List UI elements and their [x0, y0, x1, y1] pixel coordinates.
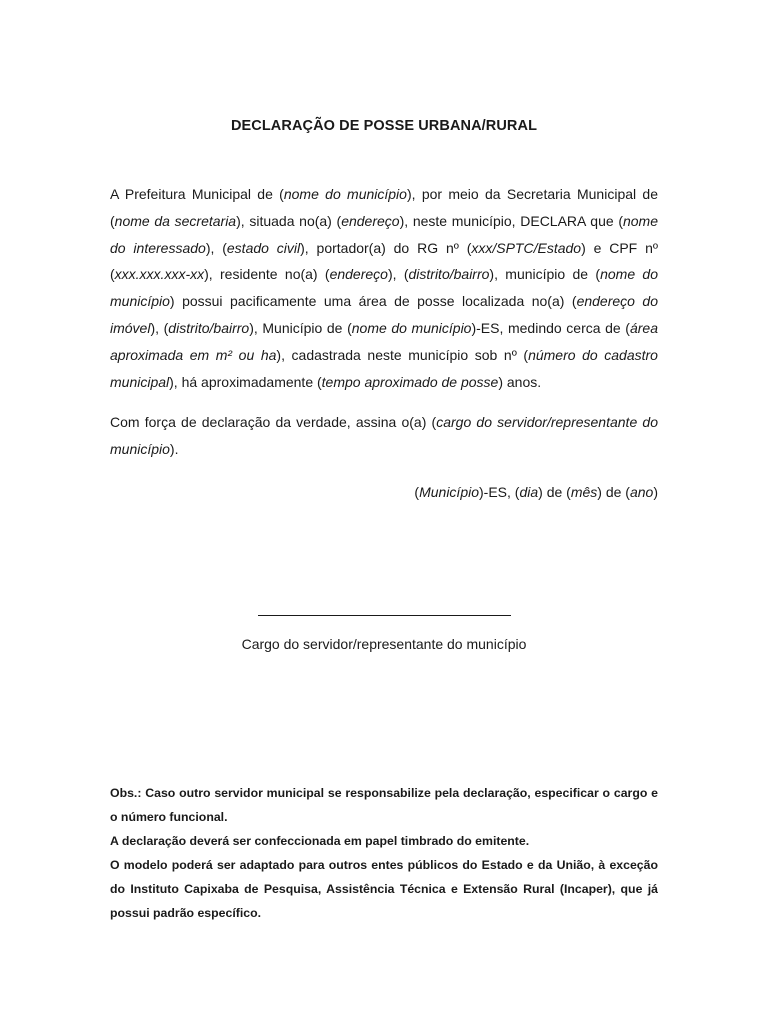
- placeholder-field: dia: [519, 484, 539, 500]
- placeholder-field: Município: [419, 484, 479, 500]
- placeholder-field: ano: [629, 484, 654, 500]
- placeholder-field: endereço: [329, 266, 388, 283]
- placeholder-field: nome do interessado: [110, 212, 659, 256]
- placeholder-field: endereço: [341, 212, 400, 229]
- placeholder-field: nome do município: [351, 319, 472, 336]
- declaration-paragraph: A Prefeitura Municipal de (nome do município), por meio da Secretaria Municipal de (nome da secretaria), situada no(a) (endereço), neste município, DECLARA que (nome do interessado), (estado civil), portador(a) do RG nº (xxx/SPTC/Estado) e CPF nº (xxx.xxx.xxx-xx), residente no(a) (endereço), (distrito/bairro), município de (nome do município) possui pacificamente uma área de posse localizada no(a) (endereço do imóvel), (distrito/bairro), Município de (nome do município)-ES, medindo cerca de (área aproximada em m² ou ha), cadastrada neste município sob nº (número do cadastro municipal), há aproximadamente (tempo aproximado de posse) anos.: [110, 186, 659, 390]
- placeholder-field: xxx.xxx.xxx-xx: [114, 266, 205, 283]
- placeholder-field: distrito/bairro: [408, 266, 490, 283]
- placeholder-field: cargo do servidor/representante do município: [110, 414, 658, 457]
- observations-block: [110, 781, 658, 925]
- placeholder-field: endereço do imóvel: [110, 293, 658, 336]
- signature-line: [258, 615, 511, 616]
- observation-note: Obs.: Caso outro servidor municipal se responsabilize pela declaração, especificar o cargo e o número funcional.: [110, 786, 658, 824]
- signature-statement-paragraph: Com força de declaração da verdade, assina o(a) (cargo do servidor/representante do município).: [110, 414, 658, 457]
- placeholder-field: mês: [570, 484, 598, 500]
- placeholder-field: nome da secretaria: [114, 212, 237, 229]
- place-date-line: (Município)-ES, (dia) de (mês) de (ano): [414, 484, 658, 500]
- observation-note: O modelo poderá ser adaptado para outros entes públicos do Estado e da União, à exceção do Instituto Capixaba de Pesquisa, Assistência Técnica e Extensão Rural (Incaper), que já possui padrão específico.: [110, 858, 658, 920]
- placeholder-field: distrito/bairro: [168, 319, 250, 336]
- placeholder-field: número do cadastro municipal: [110, 346, 658, 390]
- document-title: DECLARAÇÃO DE POSSE URBANA/RURAL: [230, 118, 538, 134]
- placeholder-field: xxx/SPTC/Estado: [471, 239, 582, 256]
- placeholder-field: nome do município: [110, 266, 658, 310]
- placeholder-field: estado civil: [226, 239, 301, 256]
- signature-label: Cargo do servidor/representante do município: [241, 636, 527, 652]
- placeholder-field: nome do município: [283, 186, 407, 202]
- placeholder-field: tempo aproximado de posse: [321, 373, 499, 390]
- observation-note: A declaração deverá ser confeccionada em papel timbrado do emitente.: [110, 834, 530, 848]
- placeholder-field: área aproximada em m² ou ha: [110, 319, 659, 363]
